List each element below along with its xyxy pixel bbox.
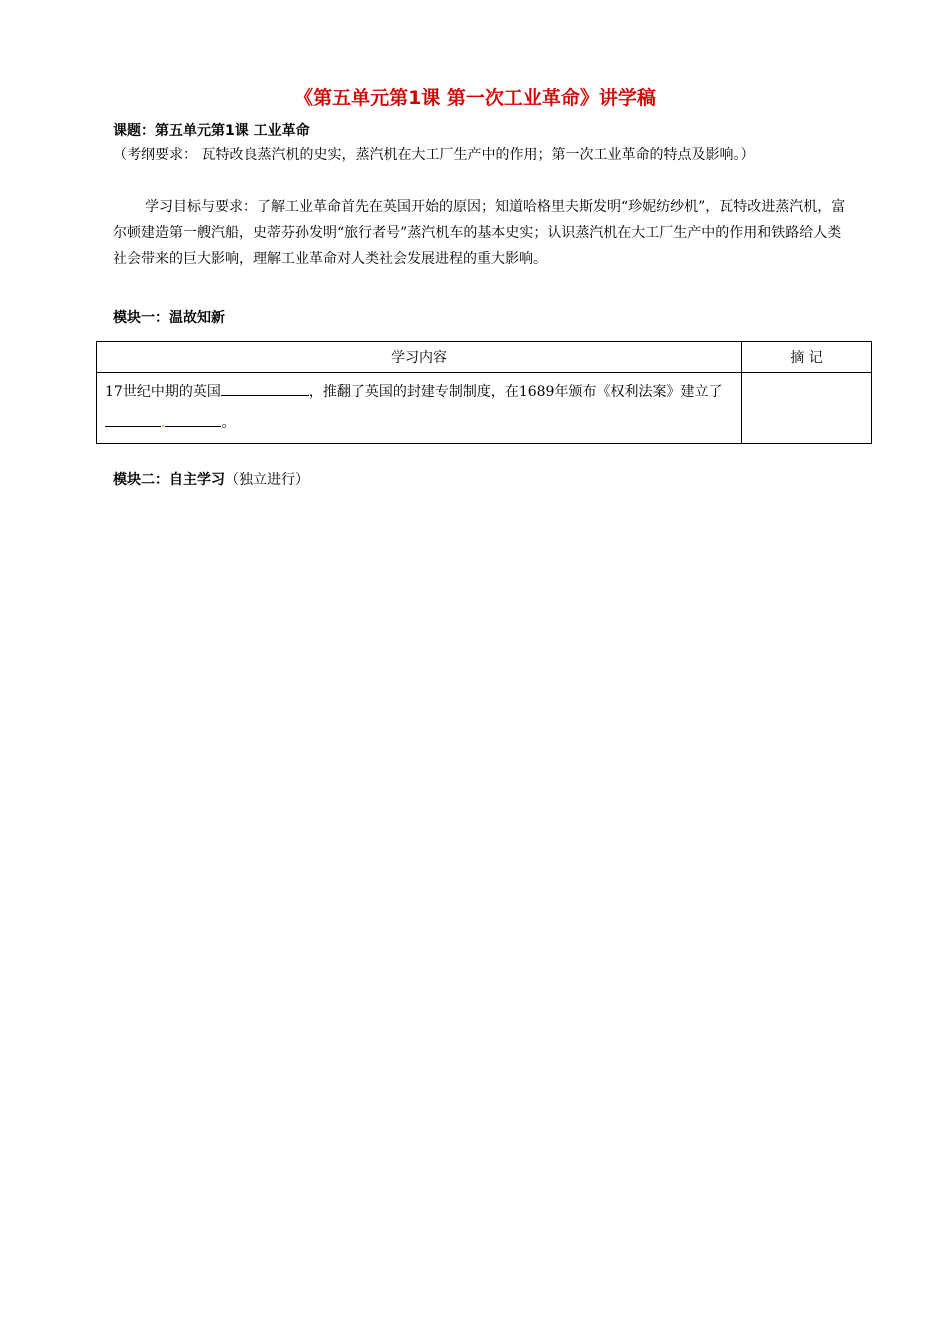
module-two-note: （独立进行） xyxy=(225,472,309,488)
topic-text: 第五单元第1课 工业革命 xyxy=(155,123,310,139)
header-notes: 摘 记 xyxy=(742,342,872,373)
module-two-line xyxy=(113,470,309,490)
row-text-part1: 17世纪中期的英国 xyxy=(105,384,221,400)
fill-blank-1[interactable] xyxy=(221,380,309,396)
fill-blank-3[interactable] xyxy=(165,411,221,427)
row-end: 。 xyxy=(221,415,236,431)
row-text-part2: ，推翻了英国的封建专制制度，在1689年颁布《权利法案》建立了 xyxy=(308,384,723,400)
fill-blank-2[interactable] xyxy=(105,411,161,427)
module-two-heading: 模块二：自主学习 xyxy=(113,472,225,488)
table-header-row xyxy=(97,342,872,373)
review-table xyxy=(96,341,872,444)
topic-label: 课题： xyxy=(113,123,155,139)
module-one-heading: 模块一：温故知新 xyxy=(113,310,225,326)
content-cell xyxy=(97,373,742,444)
table-row xyxy=(97,373,872,444)
syllabus-requirements: （考纲要求： 瓦特改良蒸汽机的史实，蒸汽机在大工厂生产中的作用；第一次工业革命的特点及影响。） xyxy=(113,147,755,163)
header-content: 学习内容 xyxy=(97,342,742,373)
document-title: 《第五单元第1课 第一次工业革命》讲学稿 xyxy=(294,87,656,109)
notes-cell[interactable] xyxy=(742,373,872,444)
stray-mark: . xyxy=(161,415,166,431)
learning-goals: 学习目标与要求：了解工业革命首先在英国开始的原因；知道哈格里夫斯发明“珍妮纺纱机”，瓦特改进蒸汽机，富尔顿建造第一艘汽船，史蒂芬孙发明“旅行者号”蒸汽机车的基本史实；认识蒸汽机在大工厂生产中的作用和铁路给人类社会带来的巨大影响，理解工业革命对人类社会发展进程的重大影响。 xyxy=(113,199,846,267)
topic-line xyxy=(113,121,310,141)
